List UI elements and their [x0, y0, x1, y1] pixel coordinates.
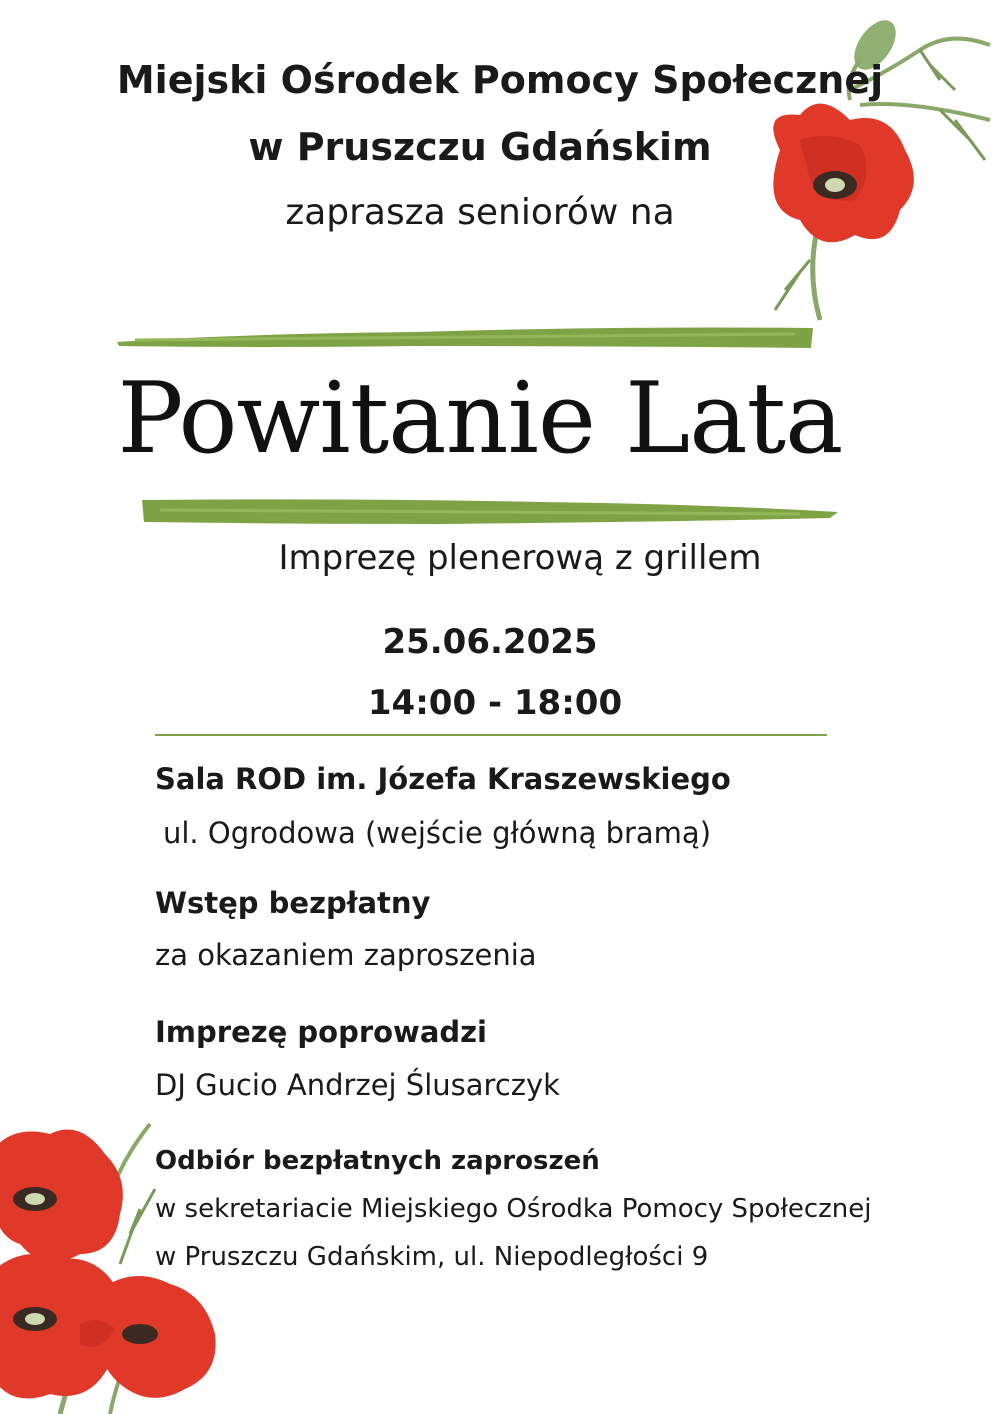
organization-name-line2: w Pruszczu Gdańskim — [248, 125, 712, 169]
green-brush-stroke-bottom — [140, 494, 840, 526]
entry-text: za okazaniem zaproszenia — [155, 938, 537, 972]
host-label: Imprezę poprowadzi — [155, 1015, 487, 1049]
pickup-line2: w Pruszczu Gdańskim, ul. Niepodległości 9 — [155, 1242, 709, 1272]
host-name: DJ Gucio Andrzej Ślusarczyk — [155, 1068, 560, 1102]
entry-label: Wstęp bezpłatny — [155, 886, 431, 920]
event-subtitle: Imprezę plenerową z grillem — [278, 538, 762, 578]
event-time: 14:00 - 18:00 — [367, 683, 623, 723]
green-brush-stroke-top — [115, 322, 815, 358]
event-date: 25.06.2025 — [382, 622, 598, 662]
invitation-text: zaprasza seniorów na — [285, 192, 675, 233]
event-title: Powitanie Lata — [117, 362, 843, 476]
pickup-label: Odbiór bezpłatnych zaproszeń — [155, 1146, 600, 1176]
venue-address: ul. Ogrodowa (wejście główną bramą) — [163, 816, 712, 850]
divider-line — [155, 734, 827, 736]
organization-name-line1: Miejski Ośrodek Pomocy Społecznej — [116, 58, 884, 102]
venue-label: Sala ROD im. Józefa Kraszewskiego — [155, 762, 731, 796]
pickup-line1: w sekretariacie Miejskiego Ośrodka Pomocy Społecznej — [155, 1194, 872, 1224]
